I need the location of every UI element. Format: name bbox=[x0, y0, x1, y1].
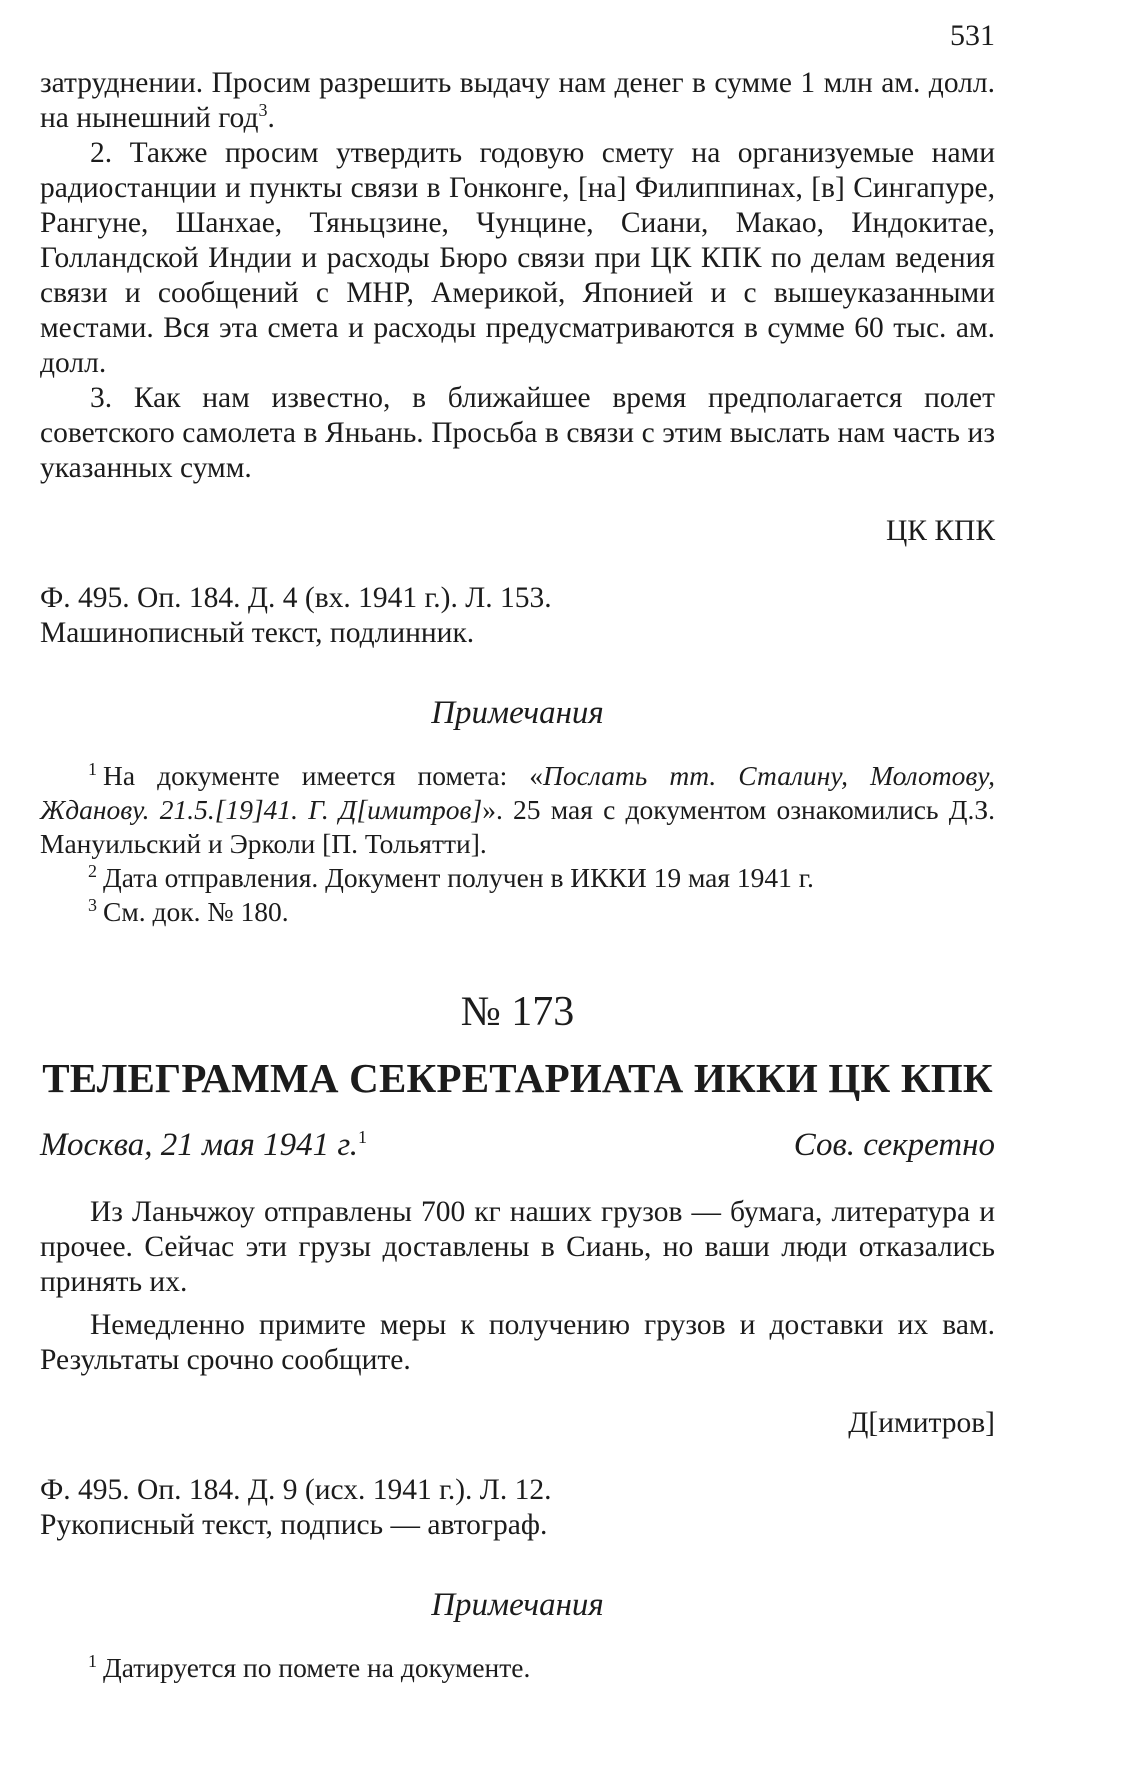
page-number: 531 bbox=[950, 19, 995, 52]
note-1 bbox=[40, 759, 995, 861]
notes-heading: Примечания bbox=[431, 695, 604, 731]
document-type-note: Машинописный текст, подлинник. bbox=[40, 617, 475, 649]
footnote-ref-3: 3 bbox=[258, 100, 268, 121]
note-text: Датируется по помете на документе. bbox=[103, 1652, 531, 1683]
date-place bbox=[40, 1125, 367, 1165]
document-type-note: Рукописный текст, подпись — автограф. bbox=[40, 1509, 548, 1541]
signature-ck-kpk: ЦК КПК bbox=[885, 515, 995, 547]
note-marker: 1 bbox=[88, 1650, 97, 1671]
document-number: № 173 bbox=[460, 989, 575, 1035]
archive-reference: Ф. 495. Оп. 184. Д. 9 (исх. 1941 г.). Л. 12. bbox=[40, 1474, 552, 1506]
note-text: См. док. № 180. bbox=[103, 896, 289, 927]
note-text: ». 25 мая с документом ознакомились Д.З. Мануильский и Эрколи [П. Тольятти]. bbox=[40, 794, 995, 859]
dateline bbox=[40, 1125, 995, 1165]
notes-heading: Примечания bbox=[431, 1587, 604, 1623]
paragraph-continuation-end: . bbox=[267, 102, 275, 134]
date-place-text: Москва, 21 мая 1941 г. bbox=[40, 1127, 359, 1163]
paragraph-item-2: 2. Также просим утвердить годовую смету на организуемые нами радиостанции и пункты связи в Гонконге, [на] Филиппинах, [в] Сингапуре, Рангуне, Шанхае, Тяньцзине, Чунцине, Сиани, Макао, Индокитае, Голландской Индии и расходы Бюро связи при ЦК КПК по делам ведения связи и сообщений с МНР, Америкой, Японией и с вышеуказанными местами. Вся эта смета и расходы предусматриваются в сумме 60 тыс. ам. долл. bbox=[40, 137, 995, 379]
note-italic-quote: Послать тт. Сталину, Молотову, Жданову. 21.5.[19]41. Г. Д[имитров] bbox=[40, 760, 995, 825]
note-marker: 1 bbox=[88, 758, 97, 779]
note-marker: 2 bbox=[88, 860, 97, 881]
note-3 bbox=[40, 895, 995, 929]
document-title: ТЕЛЕГРАММА СЕКРЕТАРИАТА ИККИ ЦК КПК bbox=[42, 1055, 993, 1101]
note-text: Дата отправления. Документ получен в ИККИ 19 мая 1941 г. bbox=[103, 862, 814, 893]
paragraph-item-3: 3. Как нам известно, в ближайшее время предполагается полет советского самолета в Яньань. Просьба в связи с этим выслать нам часть из указанных сумм. bbox=[40, 382, 995, 484]
telegram-paragraph-1: Из Ланьчжоу отправлены 700 кг наших грузов — бумага, литература и прочее. Сейчас эти грузы доставлены в Сиань, но ваши люди отказались принять их. bbox=[40, 1196, 995, 1298]
document-page bbox=[40, 18, 995, 1685]
signature-dimitrov: Д[имитров] bbox=[848, 1407, 995, 1439]
note-1 bbox=[40, 1651, 995, 1685]
telegram-paragraph-2: Немедленно примите меры к получению грузов и доставки их вам. Результаты срочно сообщите. bbox=[40, 1309, 995, 1376]
note-marker: 3 bbox=[88, 894, 97, 915]
paragraph-continuation bbox=[40, 66, 995, 136]
note-2 bbox=[40, 861, 995, 895]
note-text: На документе имеется помета: « bbox=[103, 760, 544, 791]
classification: Сов. секретно bbox=[793, 1127, 995, 1163]
archive-reference: Ф. 495. Оп. 184. Д. 4 (вх. 1941 г.). Л. 153. bbox=[40, 582, 552, 614]
footnote-ref-1: 1 bbox=[358, 1127, 368, 1147]
paragraph-continuation-text: затруднении. Просим разрешить выдачу нам денег в сумме 1 млн ам. долл. на нынешний год bbox=[40, 67, 995, 134]
